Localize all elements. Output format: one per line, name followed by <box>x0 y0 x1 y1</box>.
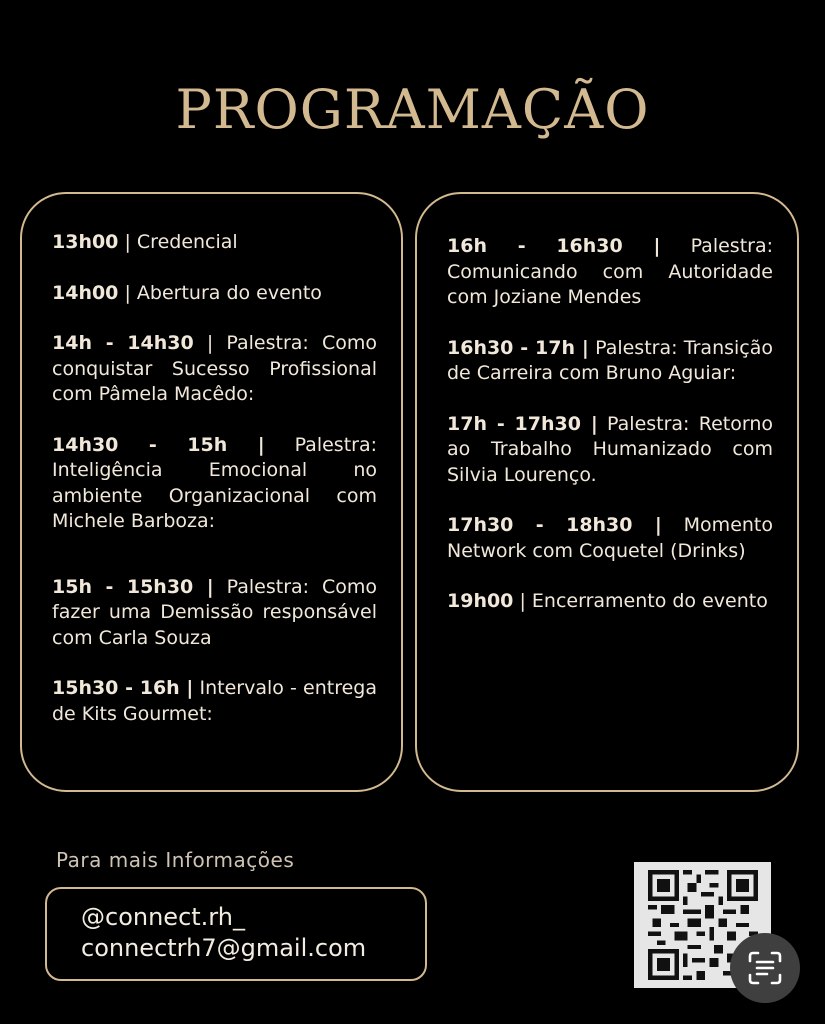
schedule-item <box>447 336 773 387</box>
schedule-text: Palestra: Inteligência Emocional no ambiente Organizacional com Michele Barboza: <box>52 433 378 532</box>
schedule-text: Intervalo - entrega de Kits Gourmet: <box>52 677 377 725</box>
instagram-handle[interactable]: @connect.rh_ <box>81 903 245 931</box>
schedule-item <box>52 676 377 727</box>
schedule-item <box>52 433 377 535</box>
schedule-text: Momento Network com Coquetel (Drinks) <box>447 514 773 562</box>
schedule-time: 14h30 - 15h | <box>52 433 265 456</box>
schedule-text: | Palestra: Como conquistar Sucesso Profissional com Pâmela Macêdo: <box>52 332 377 405</box>
schedule-text: | Credencial <box>118 231 238 253</box>
schedule-item <box>447 234 773 311</box>
schedule-time: 17h30 - 18h30 | <box>447 514 662 536</box>
schedule-text: | Abertura do evento <box>118 281 322 304</box>
schedule-card-right <box>415 192 799 792</box>
schedule-item <box>52 281 377 307</box>
schedule-time: 16h - 16h30 | <box>447 235 661 257</box>
schedule-item <box>52 230 377 256</box>
schedule-card-left <box>20 192 403 792</box>
info-label: Para mais Informações <box>56 848 295 872</box>
schedule-time: 15h - 15h30 | <box>52 575 214 598</box>
schedule-item <box>447 412 773 489</box>
schedule-item <box>52 575 377 652</box>
schedule-text: | Encerramento do evento <box>513 590 768 612</box>
page-title: PROGRAMAÇÃO <box>175 78 650 141</box>
contact-box <box>45 887 427 981</box>
text-scan-button[interactable] <box>730 933 800 1003</box>
schedule-time: 13h00 <box>52 231 119 253</box>
schedule-text: Palestra: Comunicando com Autoridade com Joziane Mendes <box>447 235 774 308</box>
schedule-text: Palestra: Retorno ao Trabalho Humanizado com Silvia Lourenço. <box>447 412 773 486</box>
schedule-text: Palestra: Transição de Carreira com Bruno Aguiar: <box>447 336 773 384</box>
schedule-time: 14h - 14h30 <box>52 332 194 354</box>
schedule-time: 16h30 - 17h | <box>447 336 589 359</box>
schedule-time: 17h - 17h30 | <box>447 412 598 435</box>
schedule-time: 14h00 <box>52 281 119 304</box>
schedule-item <box>447 513 773 564</box>
schedule-time: 19h00 <box>447 590 514 612</box>
schedule-text: Palestra: Como fazer uma Demissão responsável com Carla Souza <box>52 575 377 649</box>
email-address[interactable]: connectrh7@gmail.com <box>81 934 367 962</box>
schedule-item <box>52 331 377 408</box>
schedule-item <box>447 589 773 615</box>
schedule-time: 15h30 - 16h | <box>52 677 194 699</box>
text-scan-icon <box>745 948 785 988</box>
